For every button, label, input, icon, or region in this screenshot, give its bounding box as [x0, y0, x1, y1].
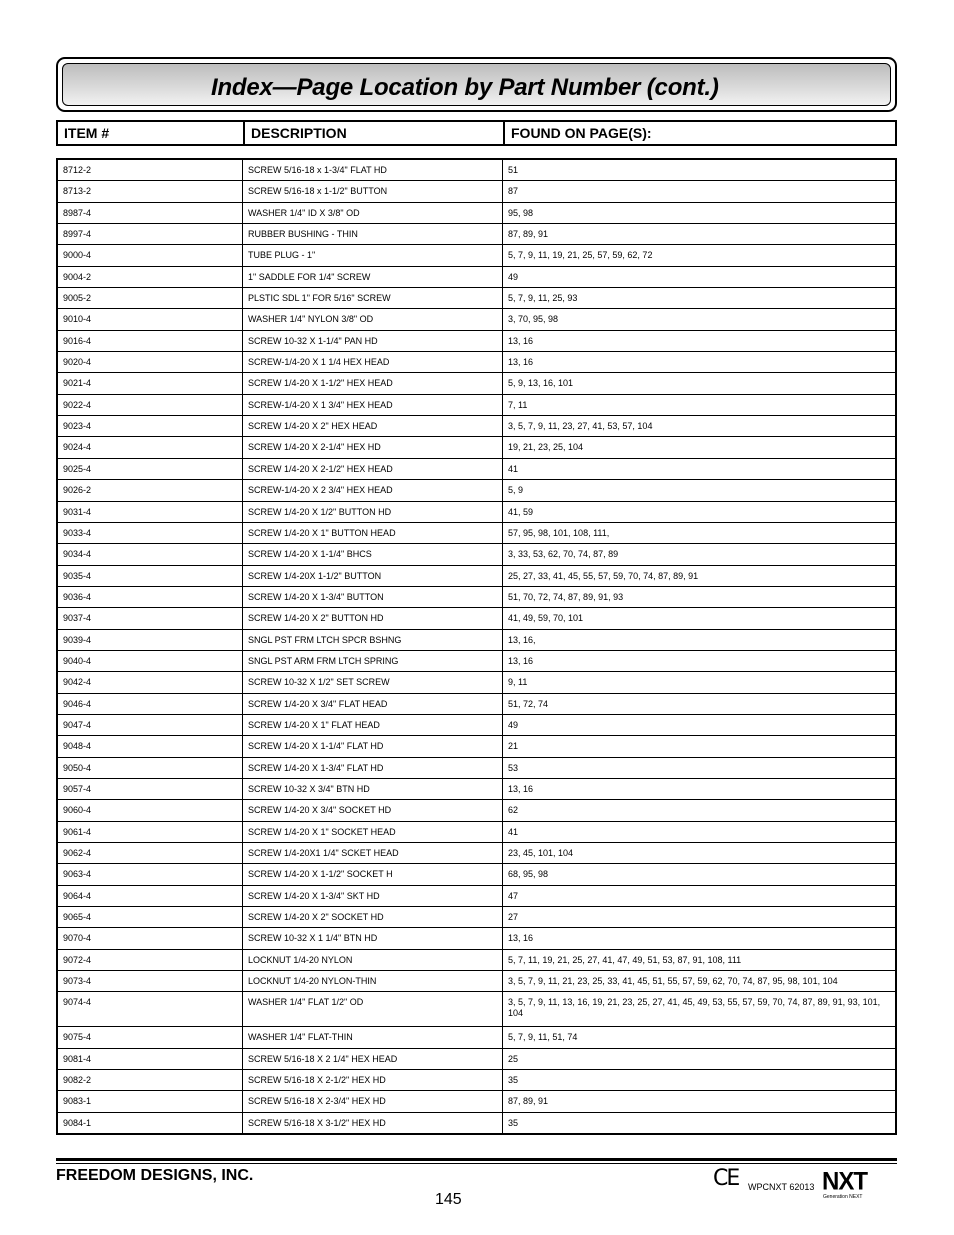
- description-cell: 1" SADDLE FOR 1/4" SCREW: [242, 267, 502, 287]
- table-row: [58, 608, 895, 629]
- table-row: [58, 651, 895, 672]
- table-row: [58, 843, 895, 864]
- item-number-cell: 9022-4: [63, 399, 92, 410]
- item-number-cell: 8712-2: [63, 165, 92, 175]
- description-cell: SCREW 5/16-18 x 1-1/2" BUTTON: [242, 181, 502, 201]
- pages-cell: 35: [502, 1070, 895, 1090]
- description-cell: SCREW 5/16-18 X 3-1/2" HEX HD: [242, 1113, 502, 1133]
- pages-cell: 62: [502, 800, 895, 820]
- pages-cell: 95, 98: [502, 203, 895, 223]
- item-number-cell: 9050-4: [63, 762, 92, 773]
- item-number-cell: 9072-4: [63, 954, 92, 965]
- table-row: [58, 544, 895, 565]
- pages-cell: 5, 7, 9, 11, 19, 21, 25, 57, 59, 62, 72: [502, 245, 895, 265]
- table-row: [58, 395, 895, 416]
- pages-cell: 87, 89, 91: [502, 1091, 895, 1111]
- description-cell: WASHER 1/4" FLAT 1/2" OD: [242, 992, 502, 1026]
- pages-cell: 3, 5, 7, 9, 11, 21, 23, 25, 33, 41, 45, 51, 55, 57, 59, 62, 70, 74, 87, 95, 98, 101, 104: [502, 971, 895, 991]
- item-number-cell: 9023-4: [63, 421, 92, 432]
- item-number-cell: 9075-4: [63, 1032, 92, 1043]
- item-number-cell: 9024-4: [63, 442, 92, 453]
- item-number-cell: 9046-4: [63, 698, 92, 709]
- pages-cell: 3, 5, 7, 9, 11, 23, 27, 41, 53, 57, 104: [502, 416, 895, 436]
- item-number-cell: 9010-4: [63, 314, 92, 325]
- description-cell: SNGL PST FRM LTCH SPCR BSHNG: [242, 630, 502, 650]
- description-cell: TUBE PLUG - 1": [242, 245, 502, 265]
- table-row: [58, 267, 895, 288]
- pages-cell: 68, 95, 98: [502, 864, 895, 884]
- pages-cell: 13, 16: [502, 928, 895, 948]
- description-cell: SCREW 1/4-20 X 2" BUTTON HD: [242, 608, 502, 628]
- table-row: [58, 416, 895, 437]
- item-number-cell: 8997-4: [63, 229, 92, 240]
- table-row: [58, 779, 895, 800]
- item-number-cell: 9037-4: [63, 613, 92, 624]
- item-number-cell: 9057-4: [63, 783, 92, 794]
- pages-cell: 49: [502, 267, 895, 287]
- page-title: Index—Page Location by Part Number (cont.): [211, 74, 719, 101]
- item-number-cell: 9004-2: [63, 271, 92, 282]
- pages-cell: 87: [502, 181, 895, 201]
- table-row: [58, 971, 895, 992]
- table-row: [58, 1049, 895, 1070]
- table-row: [58, 502, 895, 523]
- item-number-cell: 9060-4: [63, 805, 92, 816]
- table-row: [58, 992, 895, 1027]
- item-number-cell: 9039-4: [63, 634, 92, 645]
- table-row: [58, 203, 895, 224]
- description-cell: SCREW 10-32 X 3/4" BTN HD: [242, 779, 502, 799]
- item-number-cell: 9040-4: [63, 655, 92, 666]
- pages-cell: 51, 70, 72, 74, 87, 89, 91, 93: [502, 587, 895, 607]
- pages-cell: 51, 72, 74: [502, 694, 895, 714]
- item-number-cell: 9048-4: [63, 741, 92, 752]
- description-cell: SCREW 10-32 X 1-1/4" PAN HD: [242, 331, 502, 351]
- item-number-cell: 9047-4: [63, 719, 92, 730]
- table-row: [58, 736, 895, 757]
- item-number-cell: 9084-1: [63, 1117, 92, 1128]
- pages-cell: 13, 16,: [502, 630, 895, 650]
- table-row: [58, 950, 895, 971]
- pages-cell: 5, 7, 11, 19, 21, 25, 27, 41, 47, 49, 51, 53, 87, 91, 108, 111: [502, 950, 895, 970]
- description-cell: PLSTIC SDL 1" FOR 5/16" SCREW: [242, 288, 502, 308]
- item-number-cell: 9042-4: [63, 677, 92, 688]
- description-cell: SCREW 1/4-20 X 1" BUTTON HEAD: [242, 523, 502, 543]
- description-cell: LOCKNUT 1/4-20 NYLON-THIN: [242, 971, 502, 991]
- pages-cell: 7, 11: [502, 395, 895, 415]
- title-banner-inner: [62, 63, 891, 106]
- pages-cell: 5, 9, 13, 16, 101: [502, 373, 895, 393]
- column-header-description: DESCRIPTION: [243, 122, 503, 144]
- footer-rule: [56, 1158, 897, 1161]
- item-number-cell: 9036-4: [63, 591, 92, 602]
- table-row: [58, 309, 895, 330]
- item-number-cell: 9073-4: [63, 976, 92, 987]
- item-number-cell: 9083-1: [63, 1096, 92, 1107]
- nxt-logo-tagline: Generation NEXT: [823, 1194, 863, 1200]
- pages-cell: 13, 16: [502, 779, 895, 799]
- item-number-cell: 9065-4: [63, 912, 92, 923]
- item-number-cell: 9034-4: [63, 549, 92, 560]
- table-row: [58, 288, 895, 309]
- item-number-cell: 9062-4: [63, 848, 92, 858]
- description-cell: WASHER 1/4" ID X 3/8" OD: [242, 203, 502, 223]
- pages-cell: 5, 7, 9, 11, 25, 93: [502, 288, 895, 308]
- company-name: FREEDOM DESIGNS, INC.: [56, 1167, 254, 1184]
- table-row: [58, 1113, 895, 1134]
- item-number-cell: 9074-4: [63, 997, 92, 1008]
- pages-cell: 13, 16: [502, 352, 895, 372]
- description-cell: SCREW-1/4-20 X 1 3/4" HEX HEAD: [242, 395, 502, 415]
- pages-cell: 21: [502, 736, 895, 756]
- table-row: [58, 224, 895, 245]
- description-cell: SCREW 5/16-18 X 2-1/2" HEX HD: [242, 1070, 502, 1090]
- table-row: [58, 480, 895, 501]
- column-header-item: ITEM #: [64, 125, 110, 141]
- item-number-cell: 9061-4: [63, 826, 92, 837]
- item-number-cell: 8713-2: [63, 186, 92, 197]
- table-row: [58, 566, 895, 587]
- pages-cell: 35: [502, 1113, 895, 1133]
- description-cell: SCREW 10-32 X 1/2" SET SCREW: [242, 672, 502, 692]
- pages-cell: 41, 59: [502, 502, 895, 522]
- page-number: 145: [435, 1191, 462, 1208]
- description-cell: SCREW 1/4-20 X 1-3/4" SKT HD: [242, 886, 502, 906]
- pages-cell: 49: [502, 715, 895, 735]
- table-row: [58, 715, 895, 736]
- item-number-cell: 9026-2: [63, 485, 92, 496]
- description-cell: SCREW 1/4-20 X 1-1/2" SOCKET H: [242, 864, 502, 884]
- description-cell: SCREW 1/4-20 X 1-3/4" BUTTON: [242, 587, 502, 607]
- pages-cell: 53: [502, 758, 895, 778]
- table-row: [58, 800, 895, 821]
- table-row: [58, 587, 895, 608]
- table-row: [58, 886, 895, 907]
- description-cell: SCREW 1/4-20 X 2-1/4" HEX HD: [242, 437, 502, 457]
- description-cell: LOCKNUT 1/4-20 NYLON: [242, 950, 502, 970]
- item-number-cell: 9021-4: [63, 378, 92, 389]
- table-row: [58, 181, 895, 202]
- item-number-cell: 9016-4: [63, 335, 92, 346]
- pages-cell: 41: [502, 822, 895, 842]
- footer-rule-thin: [56, 1163, 897, 1164]
- pages-cell: 19, 21, 23, 25, 104: [502, 437, 895, 457]
- description-cell: SCREW 1/4-20X1 1/4" SCKET HEAD: [242, 843, 502, 863]
- table-row: [58, 864, 895, 885]
- description-cell: WASHER 1/4" NYLON 3/8" OD: [242, 309, 502, 329]
- description-cell: SCREW 1/4-20 X 1" SOCKET HEAD: [242, 822, 502, 842]
- table-header: [56, 120, 897, 146]
- description-cell: SCREW 1/4-20 X 2" SOCKET HD: [242, 907, 502, 927]
- item-number-cell: 9031-4: [63, 506, 92, 517]
- table-row: [58, 672, 895, 693]
- table-row: [58, 352, 895, 373]
- document-code: WPCNXT 62013: [748, 1182, 815, 1192]
- pages-cell: 87, 89, 91: [502, 224, 895, 244]
- pages-cell: 25, 27, 33, 41, 45, 55, 57, 59, 70, 74, 87, 89, 91: [502, 566, 895, 586]
- item-number-cell: 9081-4: [63, 1053, 92, 1064]
- description-cell: SCREW 10-32 X 1 1/4" BTN HD: [242, 928, 502, 948]
- description-cell: SCREW 5/16-18 X 2-3/4" HEX HD: [242, 1091, 502, 1111]
- description-cell: SCREW 1/4-20 X 1-1/4" FLAT HD: [242, 736, 502, 756]
- description-cell: SCREW 1/4-20 X 1-1/2" HEX HEAD: [242, 373, 502, 393]
- pages-cell: 13, 16: [502, 651, 895, 671]
- description-cell: SCREW 1/4-20 X 2" HEX HEAD: [242, 416, 502, 436]
- column-header-pages: FOUND ON PAGE(S):: [503, 122, 895, 144]
- item-number-cell: 9000-4: [63, 250, 92, 261]
- item-number-cell: 9020-4: [63, 357, 92, 368]
- pages-cell: 25: [502, 1049, 895, 1069]
- description-cell: SCREW 5/16-18 X 2 1/4" HEX HEAD: [242, 1049, 502, 1069]
- table-row: [58, 523, 895, 544]
- table-row: [58, 758, 895, 779]
- description-cell: SNGL PST ARM FRM LTCH SPRING: [242, 651, 502, 671]
- description-cell: SCREW 1/4-20 X 1-1/4" BHCS: [242, 544, 502, 564]
- pages-cell: 3, 70, 95, 98: [502, 309, 895, 329]
- description-cell: SCREW 1/4-20 X 1-3/4" FLAT HD: [242, 758, 502, 778]
- table-row: [58, 245, 895, 266]
- description-cell: SCREW 1/4-20 X 3/4" FLAT HEAD: [242, 694, 502, 714]
- description-cell: SCREW 1/4-20 X 1/2" BUTTON HD: [242, 502, 502, 522]
- table-row: [58, 907, 895, 928]
- pages-cell: 3, 5, 7, 9, 11, 13, 16, 19, 21, 23, 25, 27, 41, 45, 49, 53, 55, 57, 59, 70, 74, 87, 89, 91, 93, 101, 104: [502, 992, 895, 1026]
- title-banner: [56, 57, 897, 112]
- table-row: [58, 694, 895, 715]
- table-row: [58, 928, 895, 949]
- description-cell: RUBBER BUSHING - THIN: [242, 224, 502, 244]
- item-number-cell: 8987-4: [63, 207, 92, 218]
- ce-mark-icon: CE: [713, 1166, 739, 1191]
- description-cell: SCREW 5/16-18 x 1-3/4" FLAT HD: [242, 160, 502, 180]
- pages-cell: 13, 16: [502, 331, 895, 351]
- description-cell: SCREW 1/4-20 X 3/4" SOCKET HD: [242, 800, 502, 820]
- table-row: [58, 331, 895, 352]
- item-number-cell: 9035-4: [63, 570, 92, 581]
- pages-cell: 51: [502, 160, 895, 180]
- nxt-logo: [822, 1168, 868, 1202]
- table-row: [58, 373, 895, 394]
- parts-table: [56, 158, 897, 1135]
- item-number-cell: 9063-4: [63, 869, 92, 880]
- pages-cell: 41: [502, 459, 895, 479]
- pages-cell: 41, 49, 59, 70, 101: [502, 608, 895, 628]
- description-cell: SCREW-1/4-20 X 1 1/4 HEX HEAD: [242, 352, 502, 372]
- item-number-cell: 9064-4: [63, 890, 92, 901]
- pages-cell: 3, 33, 53, 62, 70, 74, 87, 89: [502, 544, 895, 564]
- item-number-cell: 9005-2: [63, 293, 92, 304]
- table-row: [58, 1091, 895, 1112]
- pages-cell: 9, 11: [502, 672, 895, 692]
- table-row: [58, 1027, 895, 1048]
- pages-cell: 27: [502, 907, 895, 927]
- item-number-cell: 9033-4: [63, 527, 92, 538]
- description-cell: SCREW 1/4-20X 1-1/2" BUTTON: [242, 566, 502, 586]
- description-cell: SCREW 1/4-20 X 1" FLAT HEAD: [242, 715, 502, 735]
- table-row: [58, 630, 895, 651]
- description-cell: WASHER 1/4" FLAT-THIN: [242, 1027, 502, 1047]
- pages-cell: 47: [502, 886, 895, 906]
- table-row: [58, 1070, 895, 1091]
- pages-cell: 57, 95, 98, 101, 108, 111,: [502, 523, 895, 543]
- table-row: [58, 437, 895, 458]
- item-number-cell: 9025-4: [63, 463, 92, 474]
- item-number-cell: 9070-4: [63, 933, 92, 944]
- nxt-logo-text: NXT: [822, 1167, 867, 1196]
- pages-cell: 5, 7, 9, 11, 51, 74: [502, 1027, 895, 1047]
- description-cell: SCREW 1/4-20 X 2-1/2" HEX HEAD: [242, 459, 502, 479]
- pages-cell: 5, 9: [502, 480, 895, 500]
- item-number-cell: 9082-2: [63, 1075, 92, 1086]
- table-row: [58, 459, 895, 480]
- table-row: [58, 822, 895, 843]
- pages-cell: 23, 45, 101, 104: [502, 843, 895, 863]
- table-row: [58, 160, 895, 181]
- description-cell: SCREW-1/4-20 X 2 3/4" HEX HEAD: [242, 480, 502, 500]
